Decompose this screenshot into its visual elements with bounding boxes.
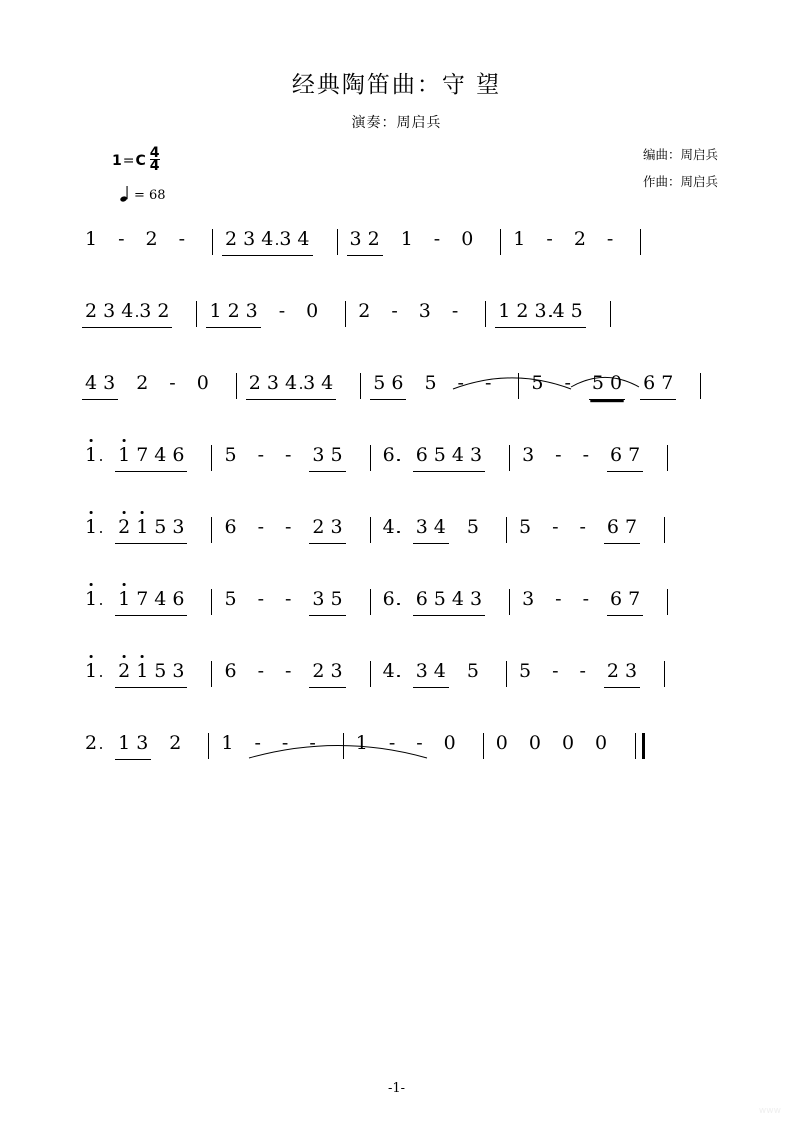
beamed-group	[206, 300, 260, 328]
duration-dash: -	[169, 372, 176, 394]
duration-dash: -	[284, 516, 292, 538]
barline	[345, 301, 346, 327]
barline	[509, 589, 510, 615]
duration-dash: -	[284, 660, 292, 682]
measure	[222, 228, 327, 272]
key-signature	[112, 145, 160, 174]
note-3: 3	[303, 372, 316, 394]
note-6: 6	[172, 588, 185, 610]
note-1: 1	[355, 732, 368, 754]
credits-block	[643, 141, 718, 195]
tempo-marking	[120, 186, 166, 204]
note-5: 5	[424, 372, 437, 394]
note-2: 2	[115, 516, 133, 546]
beamed-group	[115, 444, 187, 472]
note-6: 6	[610, 588, 623, 610]
note-3: 3	[243, 228, 256, 250]
note-5: 5	[224, 588, 237, 610]
rest-note: 0	[610, 372, 623, 394]
note-3: 3	[531, 300, 549, 330]
note-1: 1	[209, 300, 222, 322]
beamed-group	[347, 228, 383, 256]
measure	[353, 732, 474, 776]
final-barline	[635, 733, 645, 759]
meter-denominator: 4	[149, 158, 160, 174]
note-3: 3	[136, 732, 149, 754]
note-3: 3	[330, 516, 343, 538]
system-row	[82, 444, 717, 488]
duration-dash: -	[118, 228, 125, 250]
barline	[664, 661, 665, 687]
duration-dash: -	[433, 228, 441, 250]
note-4: 4	[451, 444, 464, 466]
note-4: 4	[154, 444, 167, 466]
measure	[82, 300, 187, 344]
octave-up-dot	[90, 655, 93, 658]
note-2: 2	[82, 732, 100, 762]
note-3: 3	[266, 372, 279, 394]
note-3: 3	[103, 300, 116, 322]
measure	[510, 228, 631, 272]
note-2: 2	[516, 300, 529, 322]
note-3: 3	[279, 228, 292, 250]
note-2: 2	[157, 300, 170, 322]
music-system	[0, 588, 793, 660]
note-5: 5	[373, 372, 386, 394]
augmentation-dot	[397, 603, 400, 606]
note-7: 7	[628, 444, 641, 466]
note-2: 2	[248, 372, 261, 394]
barline	[610, 301, 611, 327]
duration-dash: -	[257, 588, 264, 610]
augmentation-dot	[100, 603, 103, 606]
measure	[246, 372, 351, 416]
note-1: 1	[82, 660, 100, 690]
note-4: 4	[85, 372, 98, 394]
note-3: 3	[522, 444, 535, 466]
beamed-group	[413, 588, 485, 616]
barline	[212, 229, 213, 255]
note-2: 2	[312, 516, 325, 538]
note-5: 5	[466, 516, 479, 538]
duration-dash: -	[579, 660, 586, 682]
beamed-group	[82, 372, 118, 400]
note-1: 1	[115, 444, 133, 474]
octave-up-dot	[90, 583, 93, 586]
duration-dash: -	[552, 516, 559, 538]
note-1: 1	[400, 228, 413, 250]
barline	[483, 733, 484, 759]
measure	[82, 372, 227, 416]
barline	[211, 517, 212, 543]
measure	[221, 588, 360, 632]
key-equals: =	[122, 152, 135, 169]
augmentation-dot	[100, 459, 103, 462]
measure	[82, 660, 202, 704]
page-number: -1-	[387, 1081, 406, 1096]
measure	[495, 300, 600, 344]
note-2: 2	[606, 660, 619, 682]
duration-dash: -	[257, 516, 264, 538]
barline	[337, 229, 338, 255]
octave-up-dot	[123, 439, 126, 442]
measure	[355, 300, 476, 344]
measure	[82, 444, 202, 488]
note-2: 2	[227, 300, 240, 322]
note-5: 5	[531, 372, 544, 394]
note-4: 4	[433, 516, 446, 538]
note-4: 4	[297, 228, 310, 250]
measure	[380, 444, 500, 488]
rest-note: 0	[528, 732, 541, 754]
music-system	[0, 228, 793, 300]
page-title: 经典陶笛曲：守 望	[291, 72, 502, 98]
measure	[380, 516, 497, 560]
credit-arranger: 编曲：周启兵	[642, 147, 718, 162]
measure	[221, 660, 360, 704]
note-1: 1	[221, 732, 234, 754]
note-6: 6	[380, 588, 398, 618]
beamed-group	[604, 660, 640, 688]
duration-dash: -	[555, 588, 562, 610]
note-4: 4	[451, 588, 464, 610]
music-system	[0, 732, 793, 804]
note-1: 1	[133, 516, 151, 546]
note-1: 1	[118, 732, 131, 754]
measure	[380, 588, 500, 632]
note-3: 3	[312, 588, 325, 610]
barline	[518, 373, 519, 399]
note-7: 7	[625, 516, 638, 538]
duration-dash: -	[178, 228, 186, 250]
augmentation-dot	[397, 675, 400, 678]
note-5: 5	[433, 444, 446, 466]
duration-dash: -	[457, 372, 464, 394]
barline	[485, 301, 486, 327]
beamed-group	[246, 372, 336, 400]
note-6: 6	[643, 372, 656, 394]
performer-line: 演奏：周启兵	[351, 115, 442, 131]
barline	[211, 661, 212, 687]
tempo-value: = 68	[134, 187, 166, 203]
duration-dash: -	[579, 516, 586, 538]
meter-numerator: 4	[149, 145, 160, 161]
duration-dash: -	[416, 732, 423, 754]
barline	[667, 445, 668, 471]
measure	[519, 444, 658, 488]
music-system	[0, 372, 793, 444]
duration-dash: -	[606, 228, 614, 250]
duration-dash: -	[582, 588, 589, 610]
music-staff	[0, 228, 793, 804]
music-system	[0, 516, 793, 588]
beamed-group	[640, 372, 676, 400]
music-system	[0, 444, 793, 516]
note-3: 3	[469, 588, 483, 610]
duration-dash: -	[555, 444, 562, 466]
note-5: 5	[518, 660, 532, 682]
note-2: 2	[225, 228, 238, 250]
duration-dash: -	[257, 660, 264, 682]
beamed-group	[309, 444, 345, 472]
barline	[360, 373, 361, 399]
barline	[640, 229, 641, 255]
music-system	[0, 300, 793, 372]
barline	[236, 373, 237, 399]
key-label: 1	[112, 152, 122, 169]
duration-dash: -	[254, 732, 261, 754]
note-3: 3	[245, 300, 258, 322]
beamed-group	[222, 228, 312, 256]
barline	[211, 589, 212, 615]
note-5: 5	[466, 660, 479, 682]
note-3: 3	[312, 444, 325, 466]
note-5: 5	[154, 660, 167, 682]
barline	[664, 517, 665, 543]
note-2: 2	[358, 300, 371, 322]
measure	[206, 300, 336, 344]
barline	[370, 661, 371, 687]
system-row	[82, 372, 717, 416]
note-3: 3	[522, 588, 535, 610]
note-3: 3	[172, 516, 185, 538]
beamed-group	[309, 516, 345, 544]
rest-note: 0	[595, 732, 608, 754]
note-6: 6	[224, 516, 237, 538]
note-1: 1	[82, 516, 100, 546]
measure	[347, 228, 492, 272]
note-2: 2	[312, 660, 325, 682]
beamed-group	[115, 516, 187, 544]
measure	[82, 732, 199, 776]
note-1: 1	[133, 660, 151, 690]
octave-up-dot	[123, 583, 126, 586]
note-3: 3	[469, 444, 483, 466]
note-1: 1	[85, 228, 98, 250]
note-1: 1	[82, 444, 100, 474]
duration-dash: -	[546, 228, 553, 250]
octave-up-dot	[90, 439, 93, 442]
barline	[506, 661, 507, 687]
duration-dash: -	[484, 372, 492, 394]
octave-up-dot	[123, 655, 126, 658]
barline	[343, 733, 344, 759]
barline	[370, 445, 371, 471]
note-7: 7	[136, 588, 149, 610]
note-6: 6	[391, 372, 404, 394]
duration-dash: -	[281, 732, 289, 754]
augmentation-dot	[100, 747, 103, 750]
note-3: 3	[139, 300, 152, 322]
note-6: 6	[610, 444, 623, 466]
beamed-group	[413, 660, 449, 688]
note-4: 4	[380, 660, 398, 690]
note-7: 7	[136, 444, 149, 466]
barline	[208, 733, 209, 759]
measure	[221, 444, 360, 488]
note-5: 5	[591, 372, 604, 394]
beamed-group	[115, 660, 187, 688]
duration-dash: -	[284, 588, 292, 610]
beamed-group	[370, 372, 406, 400]
rest-note: 0	[196, 372, 209, 394]
rest-note: 0	[561, 732, 575, 754]
barline	[211, 445, 212, 471]
barline	[500, 229, 501, 255]
augmentation-dot	[100, 675, 103, 678]
note-6: 6	[172, 444, 185, 466]
note-1: 1	[513, 228, 526, 250]
augmentation-dot	[100, 531, 103, 534]
measure	[82, 588, 202, 632]
rest-note: 0	[306, 300, 319, 322]
note-1: 1	[115, 588, 133, 618]
beamed-group	[589, 372, 625, 400]
note-2: 2	[145, 228, 158, 250]
system-row	[82, 588, 717, 632]
beamed-group	[309, 660, 345, 688]
note-4: 4	[321, 372, 334, 394]
note-4: 4	[380, 516, 398, 546]
note-4: 4	[433, 660, 446, 682]
beamed-group	[495, 300, 585, 328]
duration-dash: -	[564, 372, 571, 394]
time-signature	[150, 147, 160, 172]
note-2: 2	[115, 660, 133, 690]
octave-up-dot	[123, 511, 126, 514]
note-5: 5	[518, 516, 532, 538]
octave-up-dot	[90, 511, 93, 514]
note-5: 5	[330, 588, 343, 610]
beamed-group	[413, 444, 485, 472]
octave-up-dot	[141, 655, 144, 658]
beamed-group	[604, 516, 640, 544]
measure	[519, 588, 658, 632]
augmentation-dot	[397, 459, 400, 462]
system-row	[82, 300, 717, 344]
measure	[221, 516, 360, 560]
system-row	[82, 732, 717, 776]
barline	[196, 301, 197, 327]
note-2: 2	[367, 228, 380, 250]
note-2: 2	[573, 228, 586, 250]
note-6: 6	[380, 444, 398, 474]
duration-dash: -	[552, 660, 559, 682]
beamed-group	[309, 588, 345, 616]
beamed-group	[115, 588, 187, 616]
note-4: 4	[154, 588, 167, 610]
note-1: 1	[498, 300, 511, 322]
duration-dash: -	[451, 300, 459, 322]
note-3: 3	[349, 228, 362, 250]
barline	[506, 517, 507, 543]
beamed-group	[413, 516, 449, 544]
note-4: 4	[118, 300, 136, 330]
system-row	[82, 660, 717, 704]
note-7: 7	[628, 588, 641, 610]
note-6: 6	[224, 660, 237, 682]
note-3: 3	[625, 660, 638, 682]
credit-composer: 作曲：周启兵	[642, 174, 718, 189]
octave-up-dot	[141, 511, 144, 514]
note-4: 4	[258, 228, 276, 258]
duration-dash: -	[309, 732, 316, 754]
rest-note: 0	[443, 732, 456, 754]
measure	[380, 660, 497, 704]
duration-dash: -	[388, 732, 396, 754]
note-4: 4	[282, 372, 300, 402]
duration-dash: -	[391, 300, 398, 322]
note-2: 2	[169, 732, 182, 754]
note-7: 7	[661, 372, 674, 394]
barline	[509, 445, 510, 471]
measure	[516, 660, 655, 704]
note-3: 3	[415, 660, 428, 682]
key-value: C	[135, 152, 146, 169]
measure	[82, 228, 203, 272]
note-1: 1	[82, 588, 100, 618]
note-6: 6	[415, 444, 428, 466]
note-6: 6	[415, 588, 428, 610]
note-3: 3	[415, 516, 428, 538]
measure	[516, 516, 655, 560]
measure	[370, 372, 509, 416]
note-3: 3	[103, 372, 116, 394]
note-5: 5	[224, 444, 237, 466]
rest-note: 0	[495, 732, 508, 754]
augmentation-dot	[397, 531, 400, 534]
beamed-group	[82, 300, 172, 328]
beamed-group	[607, 588, 643, 616]
duration-dash: -	[278, 300, 286, 322]
duration-dash: -	[257, 444, 264, 466]
measure	[493, 732, 625, 776]
note-5: 5	[433, 588, 446, 610]
quarter-note-icon	[120, 185, 130, 203]
barline	[370, 589, 371, 615]
rest-note: 0	[461, 228, 474, 250]
measure	[218, 732, 333, 776]
duration-dash: -	[582, 444, 589, 466]
note-5: 5	[330, 444, 343, 466]
music-system	[0, 660, 793, 732]
barline	[667, 589, 668, 615]
note-5: 5	[570, 300, 583, 322]
measure	[82, 516, 202, 560]
system-row	[82, 516, 717, 560]
note-6: 6	[606, 516, 619, 538]
note-4: 4	[552, 300, 565, 322]
measure	[528, 372, 691, 416]
note-3: 3	[330, 660, 343, 682]
note-3: 3	[418, 300, 431, 322]
system-row	[82, 228, 717, 272]
note-5: 5	[154, 516, 167, 538]
beamed-group	[115, 732, 151, 760]
note-2: 2	[136, 372, 149, 394]
barline	[700, 373, 701, 399]
note-2: 2	[85, 300, 98, 322]
watermark: www	[758, 1106, 781, 1116]
duration-dash: -	[284, 444, 292, 466]
beamed-group	[607, 444, 643, 472]
note-3: 3	[172, 660, 185, 682]
barline	[370, 517, 371, 543]
